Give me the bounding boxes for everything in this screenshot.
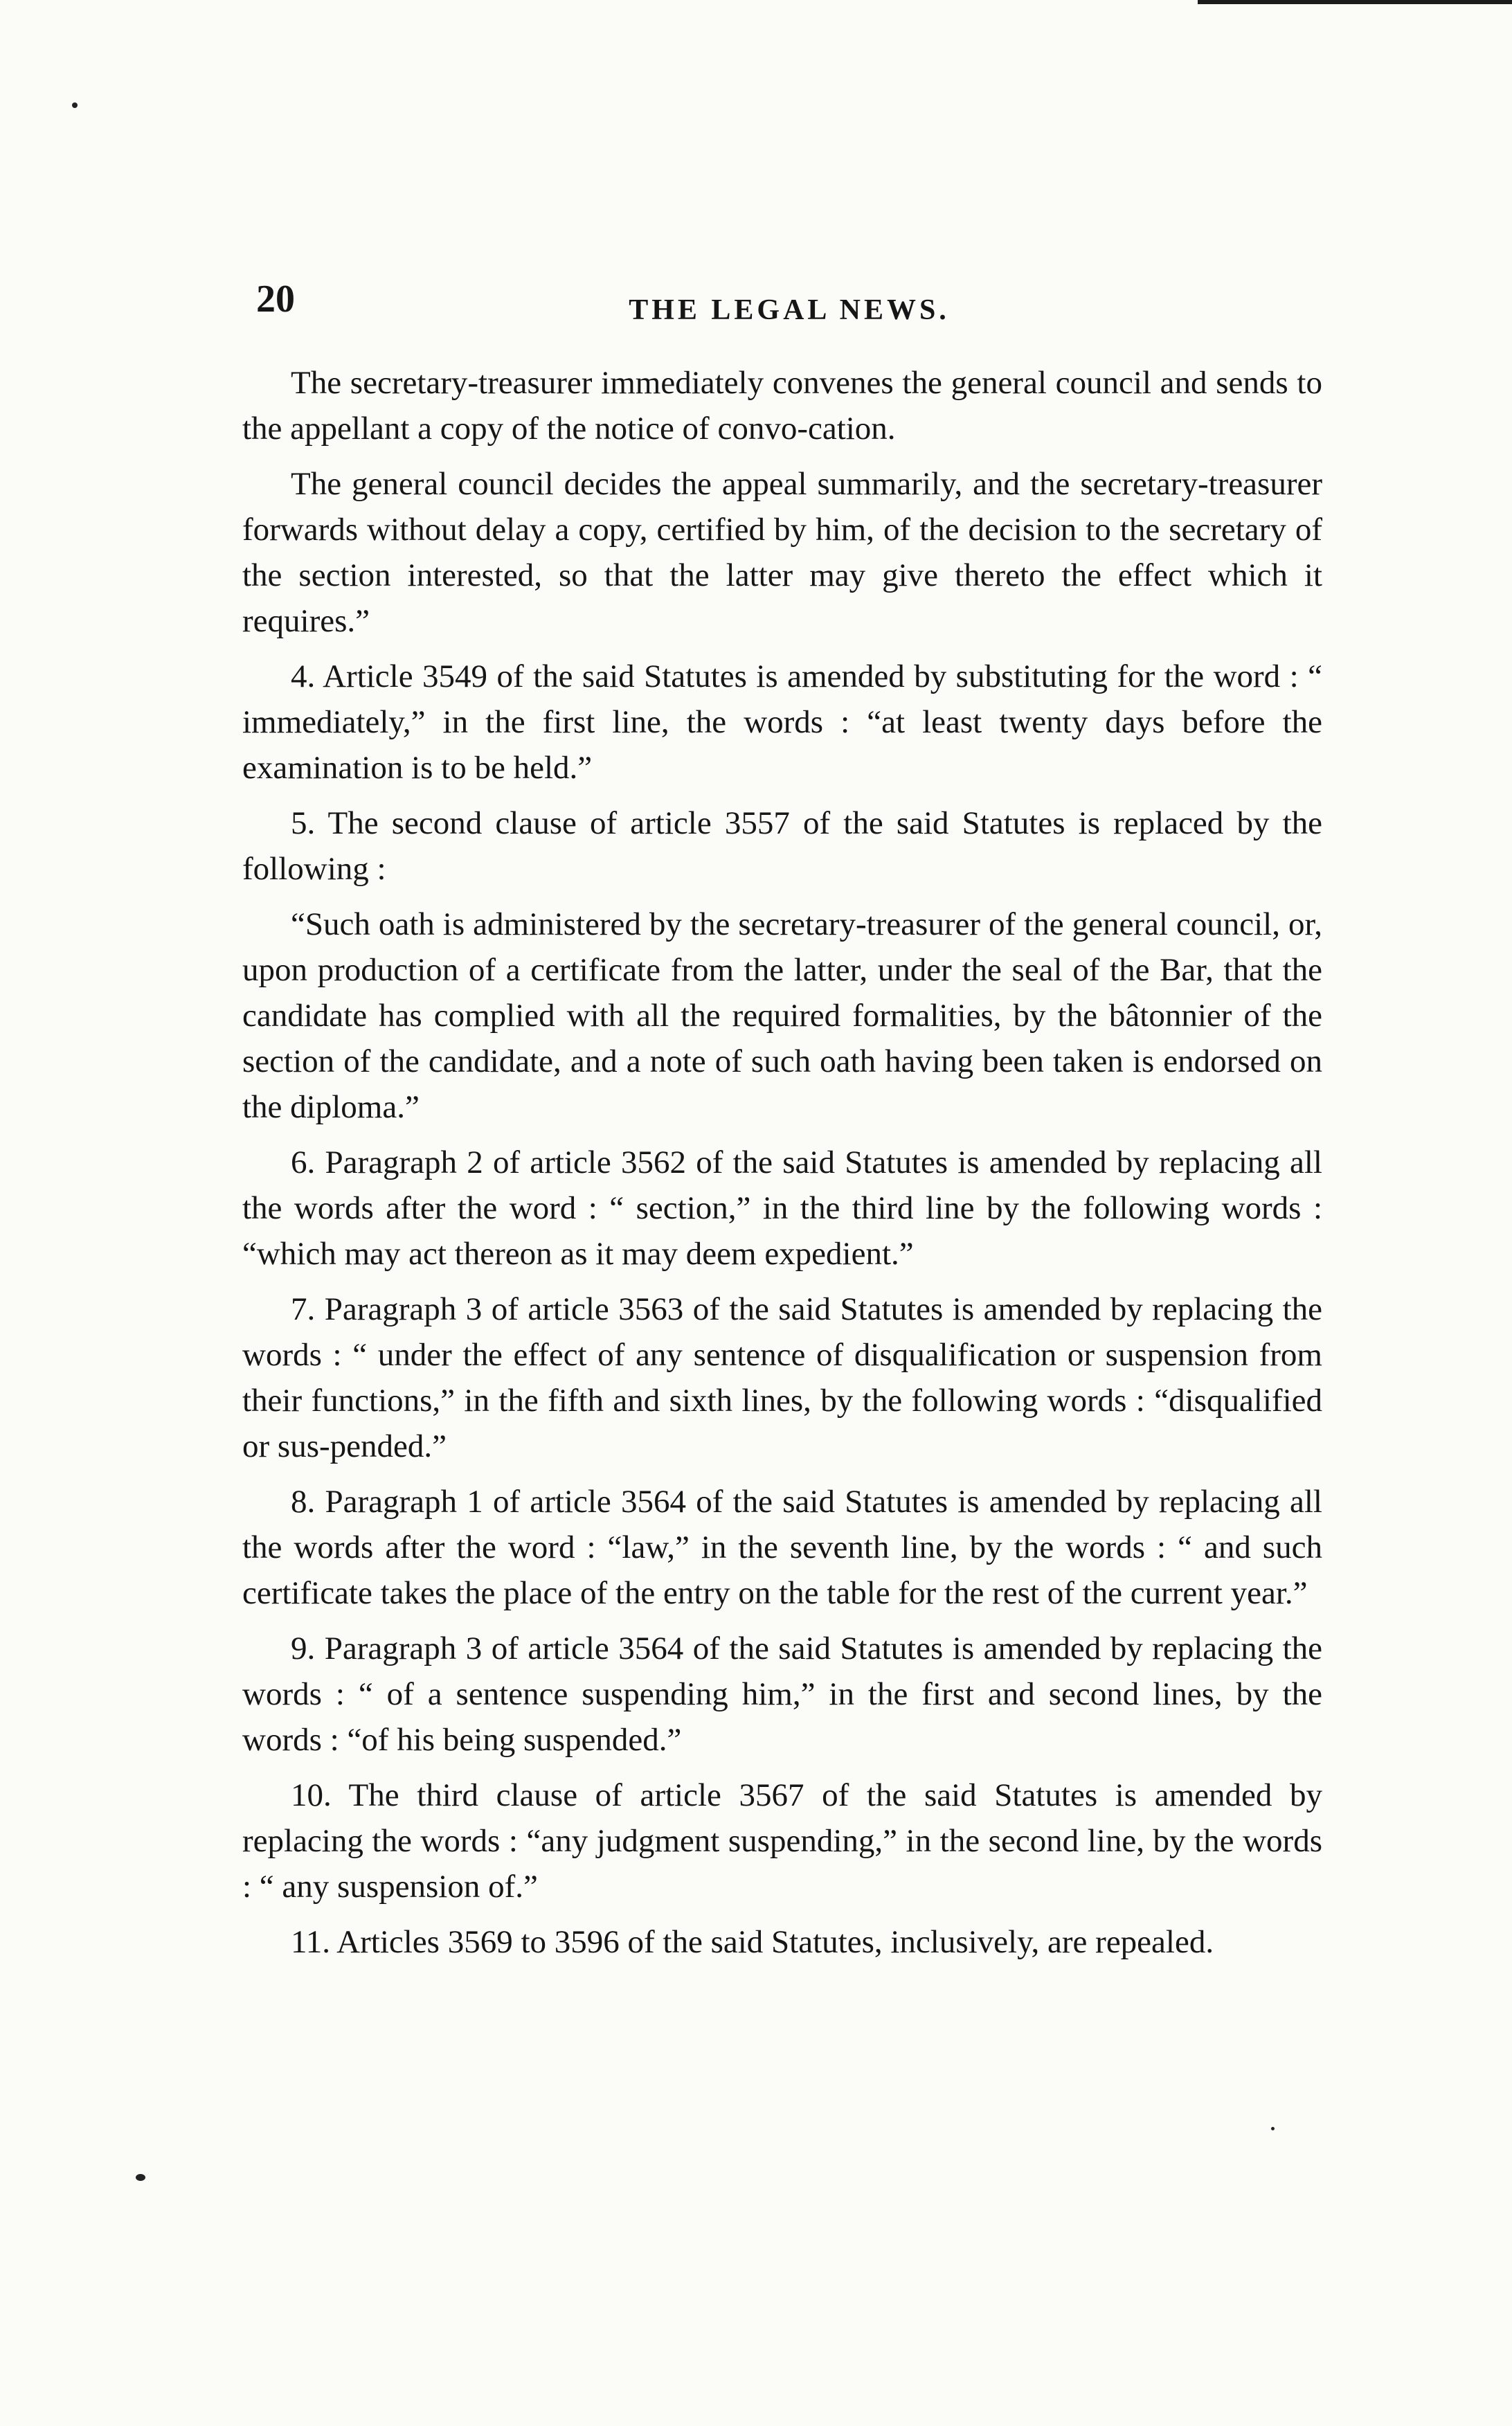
paragraph: 10. The third clause of article 3567 of the said Statutes is amended by replacing the words : “any judgment suspending,” in the second line, by the words : “ any suspension of.” [242, 1777, 1322, 1905]
page-header [256, 277, 1322, 353]
ink-speck [136, 2174, 145, 2181]
paragraph: 4. Article 3549 of the said Statutes is amended by substituting for the word : “ immediately,” in the first line, the words : “at least twenty days before the examination is to be held.” [242, 658, 1322, 786]
paragraph: 11. Articles 3569 to 3596 of the said Statutes, inclusively, are repealed. [291, 1924, 1214, 1960]
ink-speck [72, 102, 78, 108]
paragraph: “Such oath is administered by the secretary-treasurer of the general council, or, upon production of a certificate from the latter, under the seal of the Bar, that the candidate has complied with all the required formalities, by the bâtonnier of the section of the candidate, and a note of such oath having been taken is endorsed on the diploma.” [242, 906, 1322, 1125]
paragraph: 9. Paragraph 3 of article 3564 of the said Statutes is amended by replacing the words : “ of a sentence suspending him,” in the first and second lines, by the words : “of his being suspended.” [242, 1630, 1322, 1758]
article-body [242, 360, 1322, 1975]
page-edge-rule [1198, 0, 1512, 4]
paragraph: 8. Paragraph 1 of article 3564 of the said Statutes is amended by replacing all the words after the word : “law,” in the seventh line, by the words : “ and such certificate takes the place of the entry on the table for the rest of the current year.” [242, 1484, 1322, 1611]
paragraph: The general council decides the appeal summarily, and the secretary-treasurer forwards without delay a copy, certified by him, of the decision to the secretary of the section interested, so that the latter may give thereto the effect which it requires.” [242, 466, 1322, 639]
ink-speck [1271, 2127, 1275, 2130]
running-head: THE LEGAL NEWS. [629, 294, 950, 326]
paragraph: 5. The second clause of article 3557 of the said Statutes is replaced by the following : [242, 805, 1322, 887]
paragraph: The secretary-treasurer immediately convenes the general council and sends to the appellant a copy of the notice of convo-cation. [242, 365, 1322, 447]
paragraph: 7. Paragraph 3 of article 3563 of the said Statutes is amended by replacing the words : “ under the effect of any sentence of disqualification or suspension from their functions,” in the fifth and sixth lines, by the following words : “disqualified or sus-pended.” [242, 1291, 1322, 1464]
paragraph: 6. Paragraph 2 of article 3562 of the said Statutes is amended by replacing all the words after the word : “ section,” in the third line by the following words : “which may act thereon as it may deem expedient.” [242, 1144, 1322, 1272]
page-number: 20 [256, 278, 295, 321]
